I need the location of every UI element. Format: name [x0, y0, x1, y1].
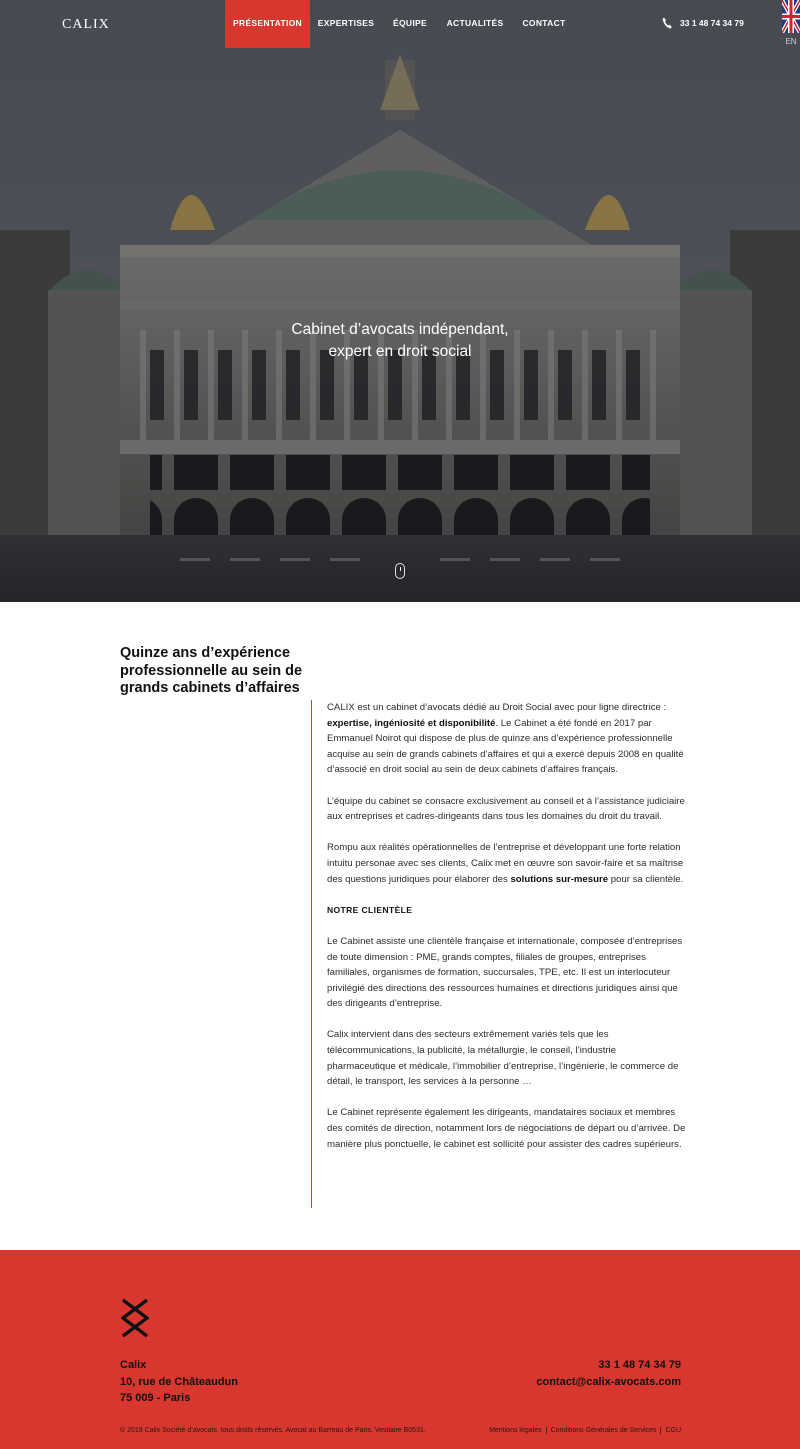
paragraph-approach	[327, 840, 686, 887]
hero-overlay	[0, 0, 800, 602]
footer-city: 75 009 - Paris	[120, 1392, 191, 1404]
legal-link-conditions[interactable]: Conditions Générales de Services	[546, 1427, 661, 1434]
paragraph-intro	[327, 700, 686, 778]
phone-icon	[662, 17, 672, 29]
hero-title	[200, 319, 600, 363]
copyright-notice: © 2019 Calix Société d’avocats, tous droits réservés. Avocat au Barreau de Paris. Vestiaire B0531.	[120, 1427, 426, 1434]
clientele-subheading: NOTRE CLIENTÈLE	[327, 904, 413, 915]
nav-item-equipe[interactable]: ÉQUIPE	[393, 18, 427, 28]
paragraph-team: L’équipe du cabinet se consacre exclusivement au conseil et à l’assistance judiciaire aux entreprises et cadres-dirigeants dans tous les domaines du droit du travail.	[327, 795, 685, 823]
intro-heading-line-1: Quinze ans d’expérience	[120, 645, 291, 661]
hero-title-line-2: expert en droit social	[328, 343, 472, 360]
footer-street: 10, rue de Châteaudun	[120, 1375, 238, 1388]
paragraph-intro-emphasis: expertise, ingéniosité et disponibilité	[327, 717, 496, 729]
main-navigation	[0, 0, 800, 48]
nav-item-presentation[interactable]: PRÉSENTATION	[225, 0, 310, 48]
footer-phone-link[interactable]: 33 1 48 74 34 79	[598, 1359, 681, 1371]
footer-contact	[536, 1357, 681, 1390]
paragraph-sectors: Calix intervient dans des secteurs extrêmement variés tels que les télécommunications, la publicité, la métallurgie, le conseil, l’industrie pharmaceutique et médicale, l’immobilier d’entreprise, l’ingénierie, le commerce de détail, le transport, les services à la personne …	[327, 1029, 679, 1088]
legal-links	[489, 1427, 681, 1434]
intro-heading-line-2: professionnelle au sein de	[120, 662, 303, 679]
nav-item-contact[interactable]: CONTACT	[522, 18, 566, 28]
footer-company-name: Calix	[120, 1359, 147, 1371]
calix-monogram-icon[interactable]	[121, 1298, 149, 1338]
hero-section	[0, 0, 800, 602]
legal-link-mentions[interactable]: Mentions légales	[489, 1427, 542, 1434]
footer-email-link[interactable]: contact@calix-avocats.com	[536, 1375, 681, 1388]
intro-heading-line-3: grands cabinets d’affaires	[120, 680, 300, 696]
site-logo[interactable]: CALIX	[62, 17, 110, 32]
header-phone-number: 33 1 48 74 34 79	[680, 18, 744, 28]
legal-link-cgu[interactable]: CGU	[660, 1427, 681, 1434]
language-switcher[interactable]	[782, 0, 800, 46]
paragraph-clientele: Le Cabinet assiste une clientèle française et internationale, composée d’entreprises de toute dimension : PME, grands comptes, filiales de groupes, entreprises familiales, organismes de formation, succursales, TPE, etc. Il est un interlocuteur privilégié des directions des ressources humaines et directions juridiques ainsi que des dirigeants d’entreprise.	[327, 935, 683, 1010]
nav-item-actualites[interactable]: ACTUALITÉS	[446, 18, 504, 28]
paragraph-approach-end: pour sa clientèle.	[608, 873, 684, 885]
scroll-down-icon[interactable]	[395, 563, 405, 579]
presentation-text	[311, 700, 686, 1208]
footer-address	[120, 1357, 238, 1407]
site-footer	[0, 1250, 800, 1449]
header-phone[interactable]	[662, 17, 744, 29]
paragraph-executives: Le Cabinet représente également les dirigeants, mandataires sociaux et membres des comités de direction, notamment lors de négociations de départ ou d’arrivée. De manière plus ponctuelle, le cabinet est sollicité pour assister des cadres supérieurs.	[327, 1107, 686, 1150]
intro-heading	[120, 645, 320, 698]
paragraph-approach-start: Rompu aux réalités opérationnelles de l’entreprise et développant une forte relation intuitu personae avec ses clients, Calix met en œuvre son savoir-faire et sa maîtrise des questions juridiques pour élaborer des	[327, 842, 684, 885]
language-label[interactable]: EN	[785, 37, 797, 46]
paragraph-intro-end: . Le Cabinet a été fondé en 2017 par Emmanuel Noirot qui dispose de plus de quinze ans d’expérience professionnelle acquise au sein de grands cabinets d’affaires et qui a exercé depuis 2008 en qualité d’associé en droit social au sein de deux cabinets d’affaires français.	[327, 717, 684, 776]
paragraph-intro-start: CALIX est un cabinet d’avocats dédié au Droit Social avec pour ligne directrice :	[327, 702, 667, 713]
nav-item-expertises[interactable]: EXPERTISES	[317, 18, 375, 28]
uk-flag-icon[interactable]	[782, 0, 800, 33]
paragraph-approach-emphasis: solutions sur-mesure	[510, 873, 609, 885]
hero-title-line-1: Cabinet d’avocats indépendant,	[291, 321, 509, 338]
